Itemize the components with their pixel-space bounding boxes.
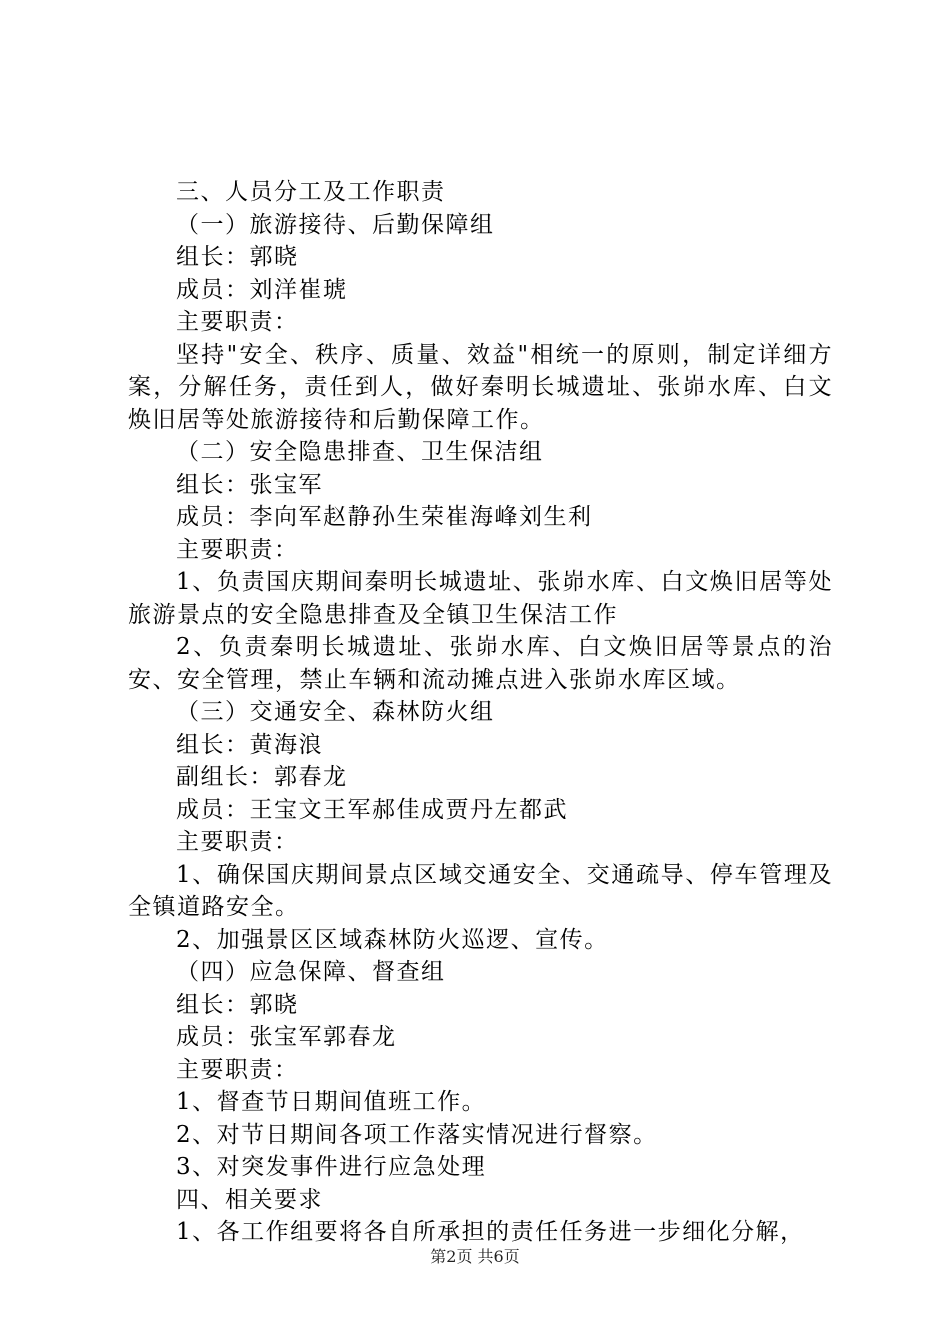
- group-heading: （三）交通安全、森林防火组: [176, 699, 495, 725]
- duty-paragraph: 2、负责秦明长城遗址、张峁水库、白文焕旧居等景点的治安、安全管理，禁止车辆和流动摊点进入张峁水库区域。: [128, 634, 833, 693]
- duty-item: 2、加强景区区域森林防火巡逻、宣传。: [176, 926, 609, 953]
- group-deputy-leader: 副组长：郭春龙: [176, 764, 348, 790]
- duty-item: 3、对突发事件进行应急处理: [176, 1154, 487, 1180]
- group-leader: 组长：黄海浪: [176, 731, 323, 758]
- page-number: 第2页 共6页: [430, 1247, 520, 1266]
- group-heading: （四）应急保障、督查组: [176, 959, 446, 985]
- duty-paragraph: 1、负责国庆期间秦明长城遗址、张峁水库、白文焕旧居等处旅游景点的安全隐患排查及全镇卫生保洁工作: [128, 569, 833, 628]
- duty-paragraph: 1、确保国庆期间景点区域交通安全、交通疏导、停车管理及全镇道路安全。: [128, 861, 833, 920]
- group-leader: 组长：张宝军: [176, 471, 323, 498]
- group-heading: （二）安全隐患排查、卫生保洁组: [176, 439, 544, 465]
- requirement-item: 1、各工作组要将各自所承担的责任任务进一步细化分解，: [176, 1219, 805, 1245]
- group-members: 成员：李向军赵静孙生荣崔海峰刘生利: [176, 504, 593, 530]
- group-leader: 组长：郭晓: [176, 244, 299, 270]
- duties-label: 主要职责：: [176, 829, 299, 855]
- section-heading: 三、人员分工及工作职责: [176, 179, 446, 205]
- duties-label: 主要职责：: [176, 309, 299, 335]
- duties-label: 主要职责：: [176, 1056, 299, 1083]
- section-heading: 四、相关要求: [176, 1186, 323, 1213]
- group-members: 成员：张宝军郭春龙: [176, 1024, 397, 1050]
- duty-item: 1、督查节日期间值班工作。: [176, 1089, 487, 1115]
- group-members: 成员：刘洋崔琥: [176, 276, 348, 303]
- duty-paragraph: 坚持"安全、秩序、质量、效益"相统一的原则，制定详细方案，分解任务，责任到人，做好秦明长城遗址、张峁水库、白文焕旧居等处旅游接待和后勤保障工作。: [128, 341, 833, 433]
- duties-label: 主要职责：: [176, 536, 299, 563]
- group-heading: （一）旅游接待、后勤保障组: [176, 211, 495, 238]
- document-body: [128, 176, 833, 1249]
- group-leader: 组长：郭晓: [176, 991, 299, 1018]
- duty-item: 2、对节日期间各项工作落实情况进行督察。: [176, 1121, 658, 1148]
- group-members: 成员：王宝文王军郝佳成贾丹左都武: [176, 796, 568, 823]
